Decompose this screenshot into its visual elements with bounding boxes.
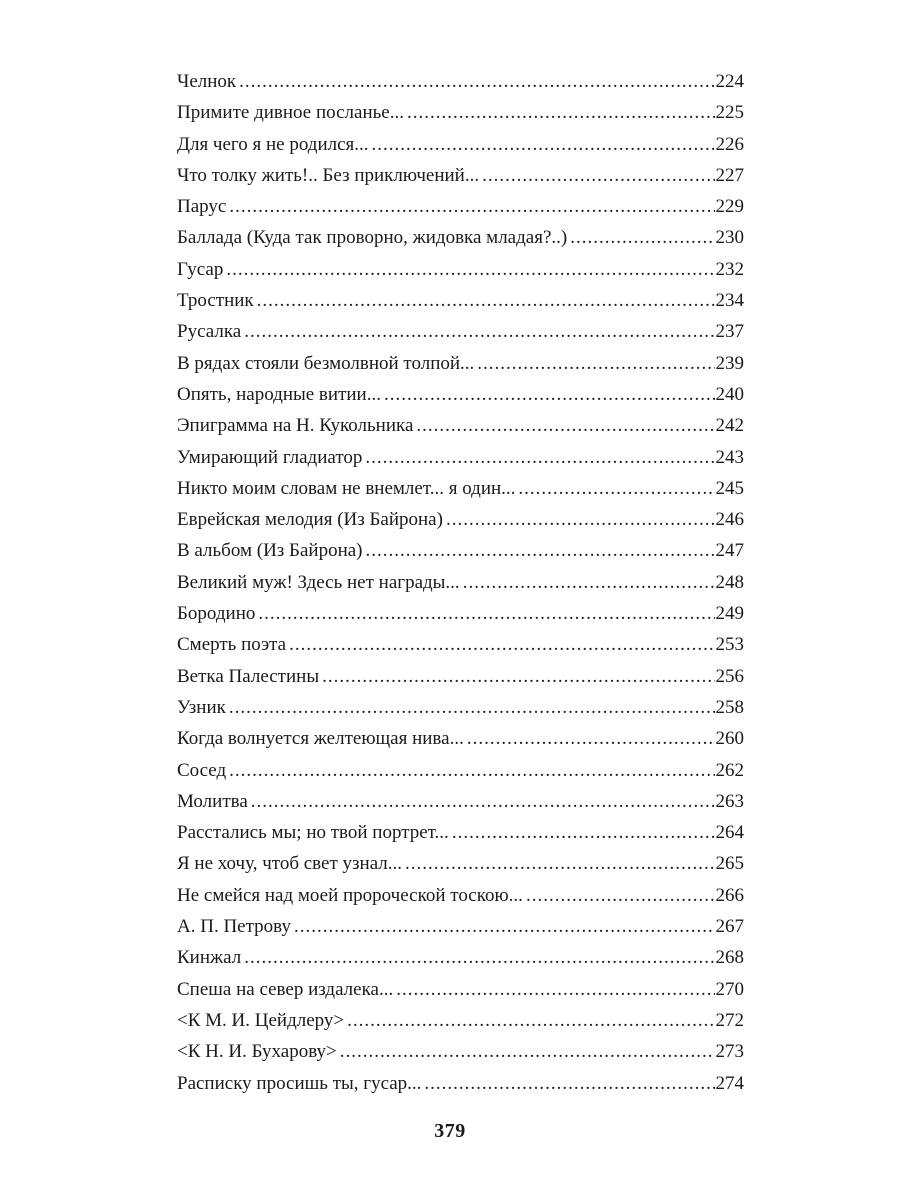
toc-entry-page: 227 xyxy=(715,164,744,186)
toc-entry xyxy=(177,817,744,848)
toc-entry-page: 267 xyxy=(715,916,744,938)
dot-leader xyxy=(396,974,714,1005)
toc-entry-title: Расстались мы; но твой портрет... xyxy=(177,822,449,844)
toc-entry-title: Я не хочу, чтоб свет узнал... xyxy=(177,853,403,875)
dot-leader xyxy=(289,629,714,660)
toc-entry-title: Для чего я не родился... xyxy=(177,133,369,155)
toc-entry xyxy=(177,535,744,566)
dot-leader xyxy=(257,285,715,316)
toc-entry-title: Узник xyxy=(177,696,226,718)
toc-entry-page: 248 xyxy=(715,571,744,593)
dot-leader xyxy=(407,97,715,128)
dot-leader xyxy=(384,379,715,410)
toc-entry-page: 264 xyxy=(715,822,744,844)
dot-leader xyxy=(526,880,715,911)
toc-entry-page: 265 xyxy=(715,853,744,875)
dot-leader xyxy=(446,504,715,535)
toc-entry-page: 247 xyxy=(715,540,744,562)
toc-entry xyxy=(177,598,744,629)
dot-leader xyxy=(467,723,715,754)
toc-entry xyxy=(177,410,744,441)
toc-entry xyxy=(177,692,744,723)
dot-leader xyxy=(463,567,715,598)
toc-entry-title: Тростник xyxy=(177,290,254,312)
toc-entry-title: Кинжал xyxy=(177,947,242,969)
toc-entry xyxy=(177,1005,744,1036)
toc-entry-title: Примите дивное посланье... xyxy=(177,102,404,124)
toc-entry-page: 242 xyxy=(715,415,744,437)
toc-entry-title: Сосед xyxy=(177,759,227,781)
toc-entry-title: Бородино xyxy=(177,603,256,625)
toc-entry-title: Еврейская мелодия (Из Байрона) xyxy=(177,509,443,531)
dot-leader xyxy=(229,755,714,786)
toc-entry-page: 260 xyxy=(715,728,744,750)
toc-entry-page: 237 xyxy=(715,321,744,343)
toc-entry-page: 266 xyxy=(715,884,744,906)
dot-leader xyxy=(229,191,714,222)
toc-entry-page: 258 xyxy=(715,696,744,718)
toc-entry xyxy=(177,191,744,222)
toc-entry-page: 243 xyxy=(715,446,744,468)
toc-entry xyxy=(177,66,744,97)
toc-entry-title: <К М. И. Цейдлеру> xyxy=(177,1009,345,1031)
toc-entry-title: Умирающий гладиатор xyxy=(177,446,363,468)
toc-entry xyxy=(177,567,744,598)
toc-entry-title: Парус xyxy=(177,196,227,218)
toc-entry xyxy=(177,254,744,285)
toc-entry-title: Баллада (Куда так проворно, жидовка младая?..) xyxy=(177,227,568,249)
dot-leader xyxy=(258,598,714,629)
toc-entry xyxy=(177,942,744,973)
dot-leader xyxy=(372,129,715,160)
toc-entry xyxy=(177,786,744,817)
toc-entry-title: <К Н. И. Бухарову> xyxy=(177,1041,337,1063)
toc-entry-title: Ветка Палестины xyxy=(177,665,320,687)
toc-entry-page: 230 xyxy=(715,227,744,249)
toc-entry xyxy=(177,1068,744,1099)
toc-entry xyxy=(177,97,744,128)
toc-entry-title: Эпиграмма на Н. Кукольника xyxy=(177,415,414,437)
toc-entry xyxy=(177,504,744,535)
toc-entry-page: 232 xyxy=(715,258,744,280)
toc-entry-title: Смерть поэта xyxy=(177,634,287,656)
toc-entry-page: 224 xyxy=(715,71,744,92)
dot-leader xyxy=(340,1036,715,1067)
toc-entry-page: 268 xyxy=(715,947,744,969)
toc-entry xyxy=(177,129,744,160)
toc-entry-title: Что толку жить!.. Без приключений... xyxy=(177,164,480,186)
toc-entry-page: 256 xyxy=(715,665,744,687)
toc-entry-title: Молитва xyxy=(177,790,248,812)
toc-entry xyxy=(177,348,744,379)
toc-entry-title: Расписку просишь ты, гусар... xyxy=(177,1072,422,1094)
toc-entry-page: 245 xyxy=(715,477,744,499)
toc-entry-page: 225 xyxy=(715,102,744,124)
toc-entry xyxy=(177,755,744,786)
toc-entry-page: 234 xyxy=(715,290,744,312)
dot-leader xyxy=(452,817,715,848)
toc-entry-page: 226 xyxy=(715,133,744,155)
toc-entry-title: Великий муж! Здесь нет награды... xyxy=(177,571,460,593)
dot-leader xyxy=(405,848,714,879)
page-number: 379 xyxy=(434,1120,466,1142)
toc-entry-page: 246 xyxy=(715,509,744,531)
toc-entry-title: Русалка xyxy=(177,321,242,343)
dot-leader xyxy=(239,66,714,97)
toc-entry xyxy=(177,442,744,473)
table-of-contents xyxy=(177,66,744,1099)
toc-entry-page: 270 xyxy=(715,978,744,1000)
toc-entry-page: 240 xyxy=(715,383,744,405)
toc-entry xyxy=(177,285,744,316)
toc-entry xyxy=(177,911,744,942)
toc-entry xyxy=(177,222,744,253)
toc-entry-page: 253 xyxy=(715,634,744,656)
dot-leader xyxy=(416,410,714,441)
toc-entry-page: 263 xyxy=(715,790,744,812)
toc-entry xyxy=(177,379,744,410)
toc-entry-title: Гусар xyxy=(177,258,224,280)
toc-entry xyxy=(177,880,744,911)
dot-leader xyxy=(518,473,714,504)
dot-leader xyxy=(251,786,715,817)
dot-leader xyxy=(322,661,714,692)
dot-leader xyxy=(424,1068,714,1099)
dot-leader xyxy=(477,348,714,379)
dot-leader xyxy=(570,222,714,253)
toc-entry-page: 274 xyxy=(715,1072,744,1094)
toc-entry-title: Челнок xyxy=(177,71,237,92)
toc-entry-page: 262 xyxy=(715,759,744,781)
toc-entry-title: Спеша на север издалека... xyxy=(177,978,394,1000)
toc-entry-title: Опять, народные витии... xyxy=(177,383,381,405)
toc-entry xyxy=(177,661,744,692)
dot-leader xyxy=(347,1005,714,1036)
dot-leader xyxy=(244,942,714,973)
toc-entry xyxy=(177,160,744,191)
dot-leader xyxy=(365,442,714,473)
toc-entry xyxy=(177,473,744,504)
toc-entry xyxy=(177,316,744,347)
toc-entry xyxy=(177,629,744,660)
dot-leader xyxy=(229,692,715,723)
toc-entry-title: Когда волнуется желтеющая нива... xyxy=(177,728,464,750)
dot-leader xyxy=(366,535,715,566)
toc-entry xyxy=(177,723,744,754)
dot-leader xyxy=(244,316,714,347)
toc-entry-page: 229 xyxy=(715,196,744,218)
toc-entry-page: 272 xyxy=(715,1009,744,1031)
toc-entry-title: В альбом (Из Байрона) xyxy=(177,540,363,562)
toc-entry xyxy=(177,1036,744,1067)
toc-entry-title: В рядах стояли безмолвной толпой... xyxy=(177,352,475,374)
toc-entry-title: Не смейся над моей пророческой тоскою... xyxy=(177,884,523,906)
dot-leader xyxy=(482,160,714,191)
dot-leader xyxy=(294,911,715,942)
toc-entry-page: 273 xyxy=(715,1041,744,1063)
toc-entry xyxy=(177,848,744,879)
toc-entry-page: 239 xyxy=(715,352,744,374)
toc-entry-page: 249 xyxy=(715,603,744,625)
toc-entry-title: А. П. Петрову xyxy=(177,916,291,938)
toc-entry xyxy=(177,974,744,1005)
dot-leader xyxy=(226,254,714,285)
toc-entry-title: Никто моим словам не внемлет... я один... xyxy=(177,477,516,499)
